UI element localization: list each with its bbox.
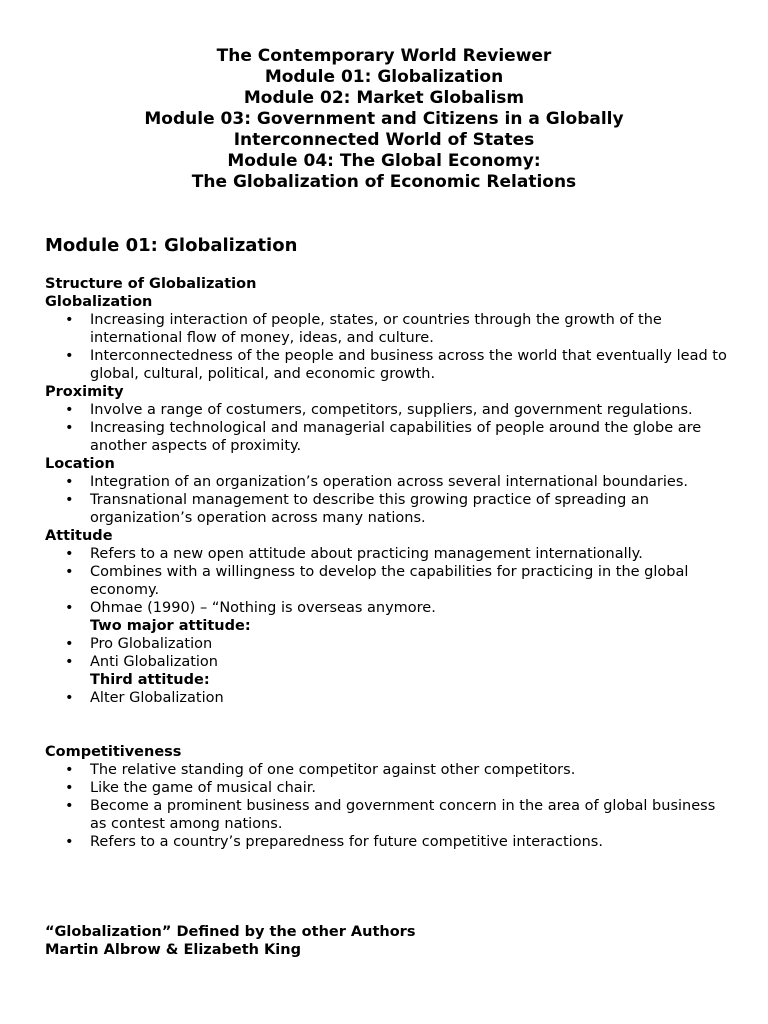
title-line: The Globalization of Economic Relations	[191, 172, 577, 192]
list-item-text: Integration of an organization’s operation across several international boundaries.	[90, 474, 689, 490]
list-item	[45, 761, 735, 779]
list-item	[45, 311, 735, 347]
bullet-icon: •	[65, 348, 74, 364]
bullet-icon: •	[65, 690, 74, 706]
bullet-icon: •	[65, 402, 74, 418]
list-item-text: Combines with a willingness to develop the capabilities for practicing in the global economy.	[90, 564, 689, 598]
document-body	[45, 275, 735, 959]
title-line: Module 02: Market Globalism	[243, 88, 525, 108]
bullet-icon: •	[65, 762, 74, 778]
list-item	[45, 347, 735, 383]
bullet-icon: •	[65, 654, 74, 670]
module-heading: Module 01: Globalization	[45, 235, 298, 256]
list-item	[45, 797, 735, 833]
document-title	[0, 46, 768, 193]
list-item-text: Interconnectedness of the people and business across the world that eventually lead to global, cultural, political, and economic growth.	[90, 348, 727, 382]
list-item	[45, 473, 735, 491]
list-item-text: Refers to a country’s preparedness for future competitive interactions.	[90, 834, 603, 850]
spacer	[45, 707, 735, 743]
bullet-icon: •	[65, 798, 74, 814]
list-item	[45, 419, 735, 455]
list-item-text: Like the game of musical chair.	[90, 780, 316, 796]
title-line: Interconnected World of States	[233, 130, 535, 150]
section-heading-defined-by-authors: “Globalization” Defined by the other Authors	[45, 924, 416, 940]
section-heading-structure: Structure of Globalization	[45, 276, 257, 292]
list-item	[45, 491, 735, 527]
bullet-icon: •	[65, 474, 74, 490]
list-item	[45, 833, 735, 851]
location-list	[45, 473, 735, 527]
bullet-icon: •	[65, 600, 74, 616]
two-major-attitude-heading: Two major attitude:	[90, 618, 251, 634]
list-item	[45, 653, 735, 671]
list-item	[45, 545, 735, 563]
subsection-heading-globalization: Globalization	[45, 294, 153, 310]
bullet-icon: •	[65, 780, 74, 796]
bullet-icon: •	[65, 492, 74, 508]
list-item-text: Pro Globalization	[90, 636, 213, 652]
list-item-text: Increasing interaction of people, states, or countries through the growth of the international flow of money, ideas, and culture.	[90, 312, 662, 346]
title-line: Module 04: The Global Economy:	[227, 151, 541, 171]
bullet-icon: •	[65, 564, 74, 580]
list-item-text: Anti Globalization	[90, 654, 218, 670]
spacer	[45, 851, 735, 923]
list-item-text: Transnational management to describe this growing practice of spreading an organization’s operation across many nations.	[90, 492, 649, 526]
subsection-heading-proximity: Proximity	[45, 384, 124, 400]
title-line: Module 01: Globalization	[264, 67, 504, 87]
list-item-text: The relative standing of one competitor against other competitors.	[90, 762, 576, 778]
list-item	[45, 779, 735, 797]
bullet-icon: •	[65, 546, 74, 562]
subsection-heading-authors: Martin Albrow & Elizabeth King	[45, 942, 301, 958]
section-heading-competitiveness: Competitiveness	[45, 744, 182, 760]
subsection-heading-location: Location	[45, 456, 115, 472]
list-item	[45, 689, 735, 707]
title-line: Module 03: Government and Citizens in a Globally	[144, 109, 624, 129]
list-item	[45, 599, 735, 617]
bullet-icon: •	[65, 312, 74, 328]
list-item-text: Become a prominent business and government concern in the area of global business as contest among nations.	[90, 798, 716, 832]
list-item-text: Alter Globalization	[90, 690, 224, 706]
third-attitude-list	[45, 689, 735, 707]
two-major-attitude-list	[45, 635, 735, 671]
bullet-icon: •	[65, 834, 74, 850]
competitiveness-list	[45, 761, 735, 851]
list-item	[45, 635, 735, 653]
third-attitude-heading: Third attitude:	[90, 672, 210, 688]
list-item-text: Refers to a new open attitude about practicing management internationally.	[90, 546, 643, 562]
attitude-list	[45, 545, 735, 617]
list-item	[45, 401, 735, 419]
globalization-list	[45, 311, 735, 383]
bullet-icon: •	[65, 420, 74, 436]
bullet-icon: •	[65, 636, 74, 652]
list-item-text: Involve a range of costumers, competitors, suppliers, and government regulations.	[90, 402, 693, 418]
list-item-text: Ohmae (1990) – “Nothing is overseas anymore.	[90, 600, 436, 616]
list-item	[45, 563, 735, 599]
list-item-text: Increasing technological and managerial capabilities of people around the globe are another aspects of proximity.	[90, 420, 702, 454]
title-line: The Contemporary World Reviewer	[216, 46, 552, 66]
proximity-list	[45, 401, 735, 455]
subsection-heading-attitude: Attitude	[45, 528, 113, 544]
